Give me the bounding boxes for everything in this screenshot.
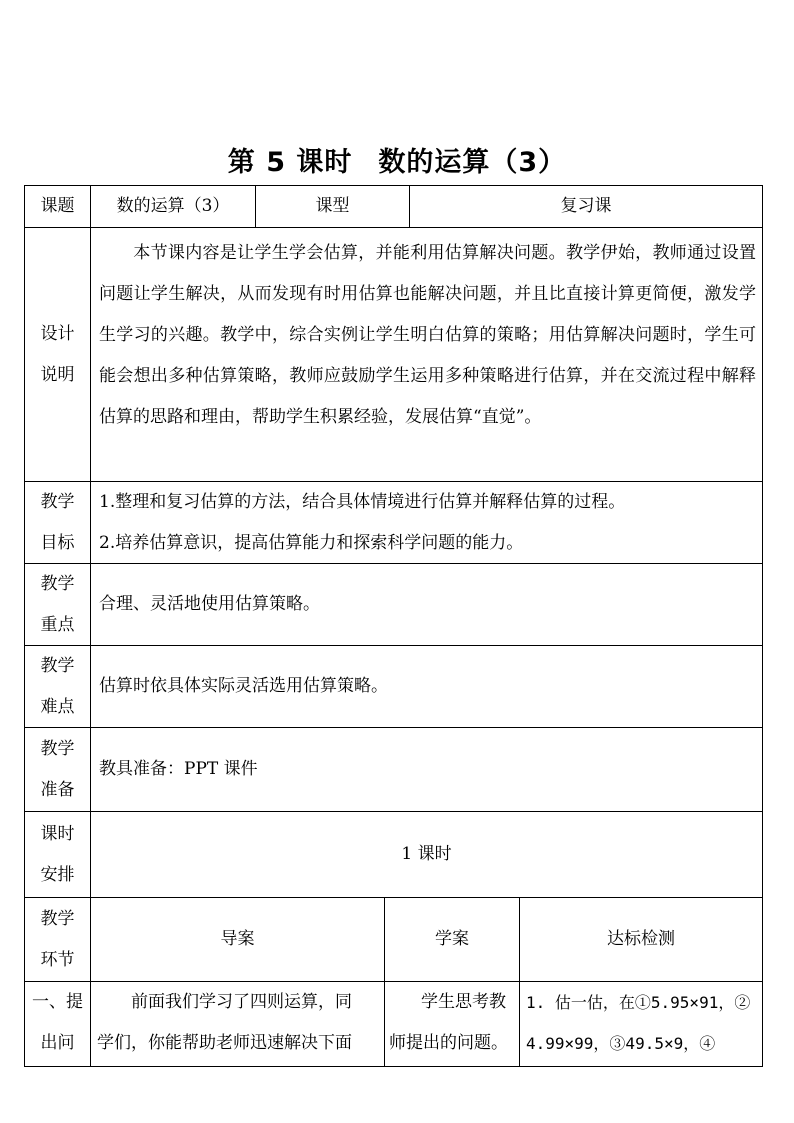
difficulties-label: 教学 难点	[40, 655, 75, 717]
guide-column-header: 导案	[220, 929, 255, 949]
preparation-text: 教具准备：PPT 课件	[99, 759, 258, 779]
goal-item-1: 1.整理和复习估算的方法，结合具体情境进行估算并解释估算的过程。	[99, 492, 626, 512]
check-column-header: 达标检测	[607, 929, 675, 949]
step-1-check: 1. 估一估，在①5.95×91，② 4.99×99，③49.5×9，④	[526, 993, 751, 1053]
lesson-topic: 数的运算（3）	[378, 147, 567, 178]
preparation-label: 教学 准备	[40, 738, 75, 800]
design-text: 本节课内容是让学生学会估算，并能利用估算解决问题。教学伊始，教师通过设置问题让学生解决，从而发现有时用估算也能解决问题，并且比直接计算更简便，激发学生学习的兴趣。教学中，综合实例让学生明白估算的策略；用估算解决问题时，学生可能会想出多种估算策略，教师应鼓励学生运用多种策略进行估算，并在交流过程中解释估算的思路和理由，帮助学生积累经验，发展估算“直觉”。	[99, 243, 756, 427]
study-column-header: 学案	[435, 929, 469, 949]
type-label: 课型	[315, 196, 350, 216]
difficulties-text: 估算时依具体实际灵活选用估算策略。	[99, 676, 388, 696]
type-value: 复习课	[560, 196, 612, 216]
topic-label: 课题	[40, 196, 75, 216]
design-label: 设计 说明	[40, 323, 75, 385]
step-1-label: 一、提 出问	[32, 992, 83, 1053]
schedule-text: 1 课时	[401, 844, 452, 864]
key-points-label: 教学 重点	[40, 573, 75, 635]
goal-item-2: 2.培养估算意识，提高估算能力和探索科学问题的能力。	[99, 533, 524, 553]
step-1-study: 学生思考教 师提出的问题。	[389, 992, 508, 1053]
goals-content	[91, 482, 762, 563]
page-title	[0, 143, 794, 183]
goals-label: 教学 目标	[40, 491, 75, 553]
topic-value: 数的运算（3）	[116, 196, 230, 216]
schedule-label: 课时 安排	[40, 823, 75, 885]
process-label: 教学 环节	[40, 908, 75, 970]
key-points-text: 合理、灵活地使用估算策略。	[99, 594, 320, 614]
step-1-guide: 前面我们学习了四则运算，同 学们，你能帮助老师迅速解决下面	[97, 992, 352, 1053]
design-description	[91, 228, 762, 481]
lesson-number: 第 5 课时	[227, 147, 353, 178]
